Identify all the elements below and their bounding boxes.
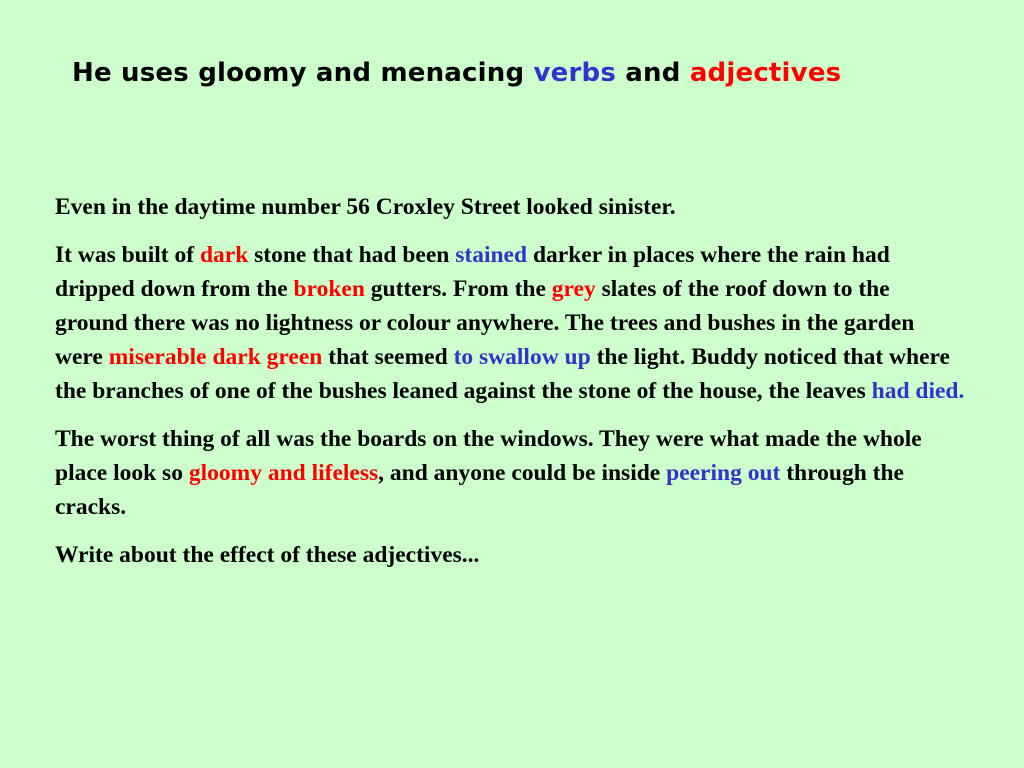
text-segment: It was built of [55, 242, 200, 268]
paragraph-intro: Even in the daytime number 56 Croxley Street looked sinister. [55, 194, 676, 220]
slide-body [55, 190, 965, 586]
adjective-miserable-dark-green: miserable dark green [108, 344, 323, 370]
adjective-broken: broken [293, 276, 365, 302]
text-segment: through the cracks. [55, 460, 904, 520]
text-segment: , and anyone could be inside [378, 460, 667, 486]
title-prefix: He uses gloomy and menacing [72, 58, 534, 88]
verb-to-swallow-up: to swallow up [453, 344, 591, 370]
text-segment: the light. Buddy noticed that where the branches of one of the bushes leaned against the stone of the house, the leaves [55, 344, 950, 404]
slide-title [72, 58, 972, 88]
verb-stained: stained [455, 242, 528, 268]
text-segment: gutters. From the [364, 276, 552, 302]
paragraph-windows [55, 422, 965, 524]
title-verbs-word: verbs [533, 58, 617, 88]
text-segment: that seemed [322, 344, 454, 370]
adjective-dark: dark [199, 242, 249, 268]
text-segment: The worst thing of all was the boards on the windows. They were what made the whole place look so [55, 426, 922, 486]
adjective-grey: grey [551, 276, 596, 302]
paragraph-description [55, 238, 965, 408]
text-segment: darker in places where the rain had dripped down from the [55, 242, 890, 302]
title-middle: and [616, 58, 690, 88]
adjective-gloomy-and-lifeless: gloomy and lifeless [188, 460, 379, 486]
verb-peering-out: peering out [666, 460, 781, 486]
text-segment: slates of the roof down to the ground there was no lightness or colour anywhere. The trees and bushes in the garden were [55, 276, 915, 370]
paragraph-task: Write about the effect of these adjectives... [55, 542, 480, 568]
title-adjectives-word: adjectives [689, 58, 842, 88]
text-segment: stone that had been [248, 242, 456, 268]
verb-had-died: had died. [871, 378, 965, 404]
